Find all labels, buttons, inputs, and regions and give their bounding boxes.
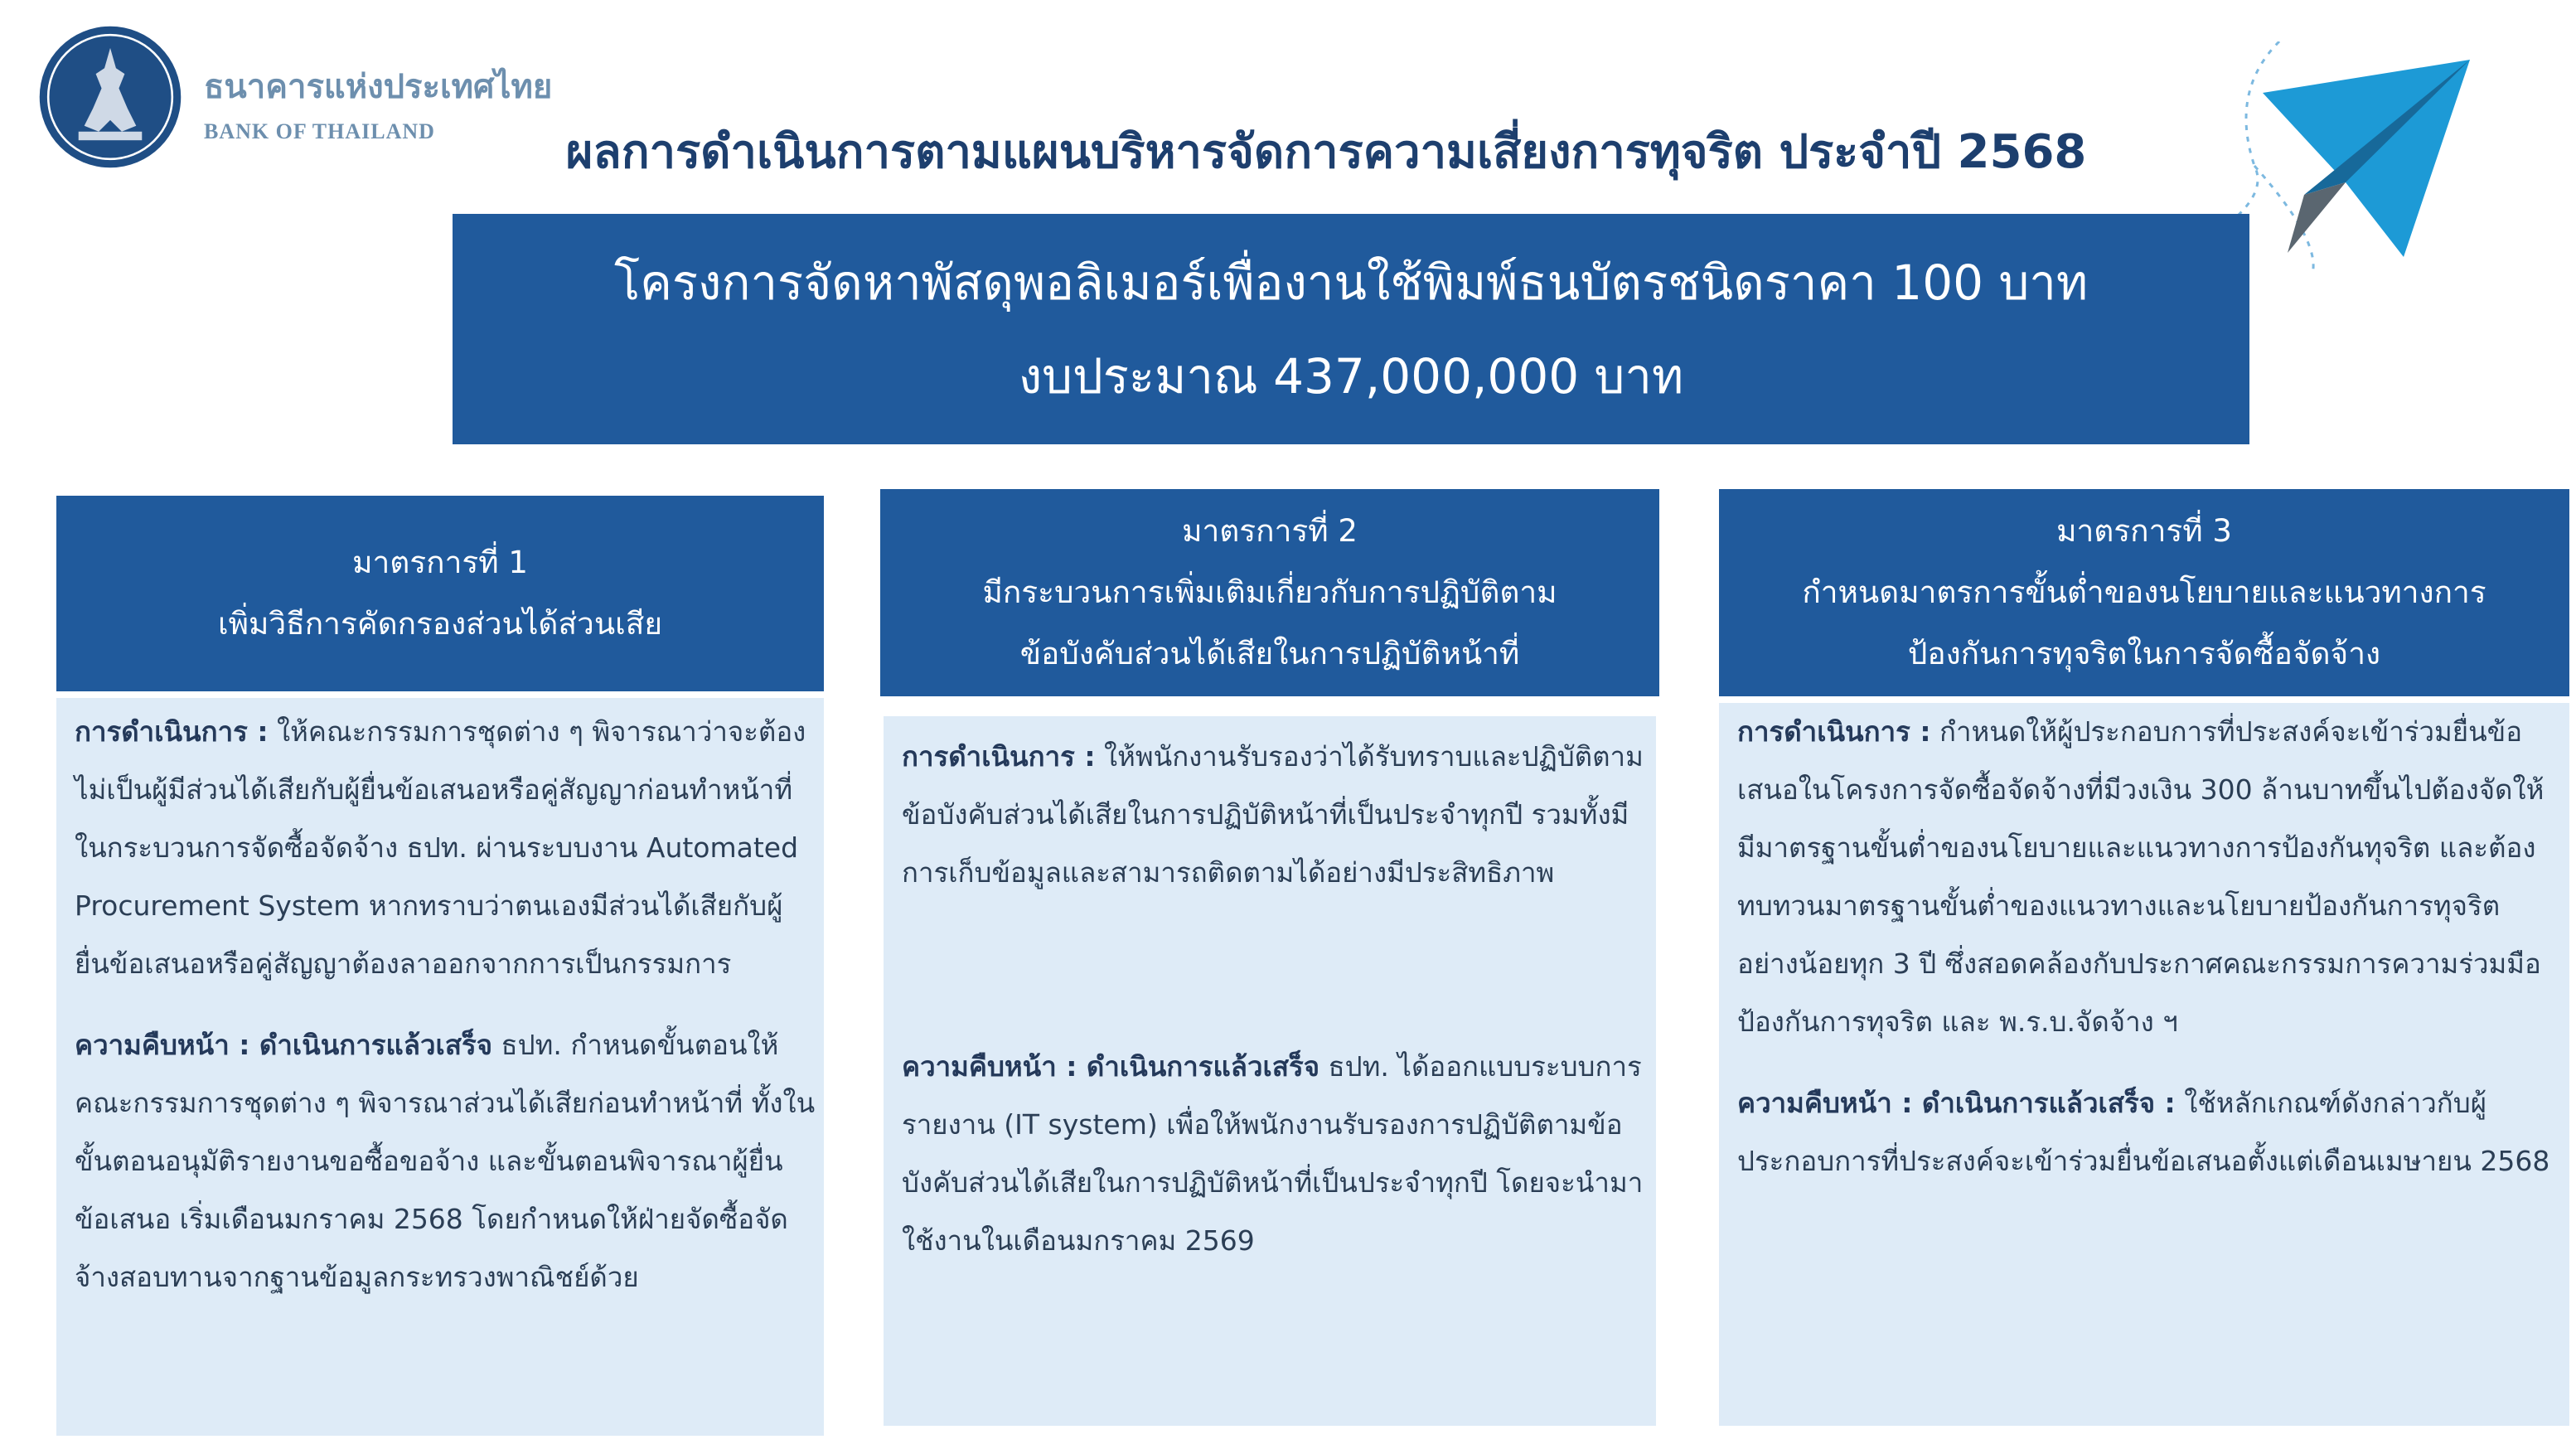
action-text: ให้พนักงานรับรองว่าได้รับทราบและปฏิบัติตามข้อบังคับส่วนได้เสียในการปฏิบัติหน้าที่เป็นประจำทุกปี รวมทั้งมีการเก็บข้อมูลและสามารถติดตามได้อย่างมีประสิทธิภาพ: [902, 740, 1644, 889]
measure-number: มาตรการที่ 1: [352, 545, 528, 580]
action-text: กำหนดให้ผู้ประกอบการที่ประสงค์จะเข้าร่วมยื่นข้อเสนอในโครงการจัดซื้อจัดจ้างที่มีวงเงิน 300 ล้านบาทขึ้นไปต้องจัดให้มีมาตรฐานขั้นต่ำของนโยบายและแนวทางการป้องกันทุจริต และต้องทบทวนมาตรฐานขั้นต่ำของแนวทางและนโยบายป้องกันการทุจริตอย่างน้อยทุก 3 ปี ซึ่งสอดคล้องกับประกาศคณะกรรมการความร่วมมือป้องกันการทุจริต และ พ.ร.บ.จัดจ้าง ฯ: [1737, 715, 2545, 1038]
action-paragraph: [75, 703, 816, 993]
progress-label: ความคืบหน้า : ดำเนินการแล้วเสร็จ: [902, 1050, 1320, 1083]
org-name: [204, 60, 552, 144]
org-name-english: BANK OF THAILAND: [204, 119, 435, 143]
project-banner: [453, 214, 2249, 444]
measure-title: เพิ่มวิธีการคัดกรองส่วนได้ส่วนเสีย: [217, 606, 663, 642]
progress-label: ความคืบหน้า : ดำเนินการแล้วเสร็จ: [75, 1029, 493, 1061]
action-label: การดำเนินการ :: [75, 715, 269, 748]
action-text: ให้คณะกรรมการชุดต่าง ๆ พิจารณาว่าจะต้องไม่เป็นผู้มีส่วนได้เสียกับผู้ยื่นข้อเสนอหรือคู่สัญญาก่อนทำหน้าที่ในกระบวนการจัดซื้อจัดจ้าง ธปท. ผ่านระบบงาน Automated Procurement System หากทราบว่าตนเองมีส่วนได้เสียกับผู้ยื่นข้อเสนอหรือคู่สัญญาต้องลาออกจากการเป็นกรรมการ: [75, 715, 807, 980]
action-paragraph: [1737, 703, 2559, 1051]
action-label: การดำเนินการ :: [902, 740, 1096, 773]
measure-3-header: [1719, 489, 2569, 696]
measure-1-header: [56, 496, 824, 691]
measure-2-header: [880, 489, 1659, 696]
measure-title-line-2: ป้องกันการทุจริตในการจัดซื้อจัดจ้าง: [1907, 636, 2381, 671]
measure-title-line-1: มีกระบวนการเพิ่มเติมเกี่ยวกับการปฏิบัติตาม: [982, 574, 1557, 610]
progress-text: ธปท. ได้ออกแบบระบบการรายงาน (IT system) เพื่อให้พนักงานรับรองการปฏิบัติตามข้อบังคับส่วนได้เสียในการปฏิบัติหน้าที่เป็นประจำทุกปี โดยจะนำมาใช้งานในเดือนมกราคม 2569: [902, 1050, 1644, 1257]
progress-text: ใช้หลักเกณฑ์ดังกล่าวกับผู้ประกอบการที่ประสงค์จะเข้าร่วมยื่นข้อเสนอตั้งแต่เดือนเมษายน 2568: [1737, 1087, 2550, 1177]
measure-title-line-1: กำหนดมาตรการขั้นต่ำของนโยบายและแนวทางการ: [1802, 574, 2486, 610]
progress-paragraph: [75, 1016, 816, 1306]
measure-3-body: [1719, 703, 2569, 1426]
measure-number: มาตรการที่ 2: [1182, 513, 1358, 549]
measure-2-body: [884, 716, 1656, 1426]
org-name-thai: ธนาคารแห่งประเทศไทย: [204, 67, 553, 106]
progress-paragraph: [902, 1038, 1648, 1270]
progress-paragraph: [1737, 1074, 2559, 1190]
measure-number: มาตรการที่ 3: [2056, 513, 2232, 549]
measure-1-body: [56, 698, 824, 1436]
page-title: ผลการดำเนินการตามแผนบริหารจัดการความเสี่ยงการทุจริต ประจำปี 2568: [565, 125, 2087, 179]
action-paragraph: [902, 728, 1648, 902]
action-label: การดำเนินการ :: [1737, 715, 1931, 748]
progress-label: ความคืบหน้า : ดำเนินการแล้วเสร็จ :: [1737, 1087, 2176, 1119]
measure-title-line-2: ข้อบังคับส่วนได้เสียในการปฏิบัติหน้าที่: [1019, 636, 1520, 671]
project-name: โครงการจัดหาพัสดุพอลิเมอร์เพื่องานใช้พิมพ์ธนบัตรชนิดราคา 100 บาท: [613, 254, 2089, 311]
project-budget: งบประมาณ 437,000,000 บาท: [1018, 348, 1684, 405]
progress-text: ธปท. กำหนดขั้นตอนให้คณะกรรมการชุดต่าง ๆ พิจารณาส่วนได้เสียก่อนทำหน้าที่ ทั้งในขั้นตอนอนุมัติรายงานขอซื้อขอจ้าง และขั้นตอนพิจารณาผู้ยื่นข้อเสนอ เริ่มเดือนมกราคม 2568 โดยกำหนดให้ฝ่ายจัดซื้อจัดจ้างสอบทานจากฐานข้อมูลกระทรวงพาณิชย์ด้วย: [75, 1029, 816, 1293]
bank-of-thailand-logo: [38, 25, 182, 169]
